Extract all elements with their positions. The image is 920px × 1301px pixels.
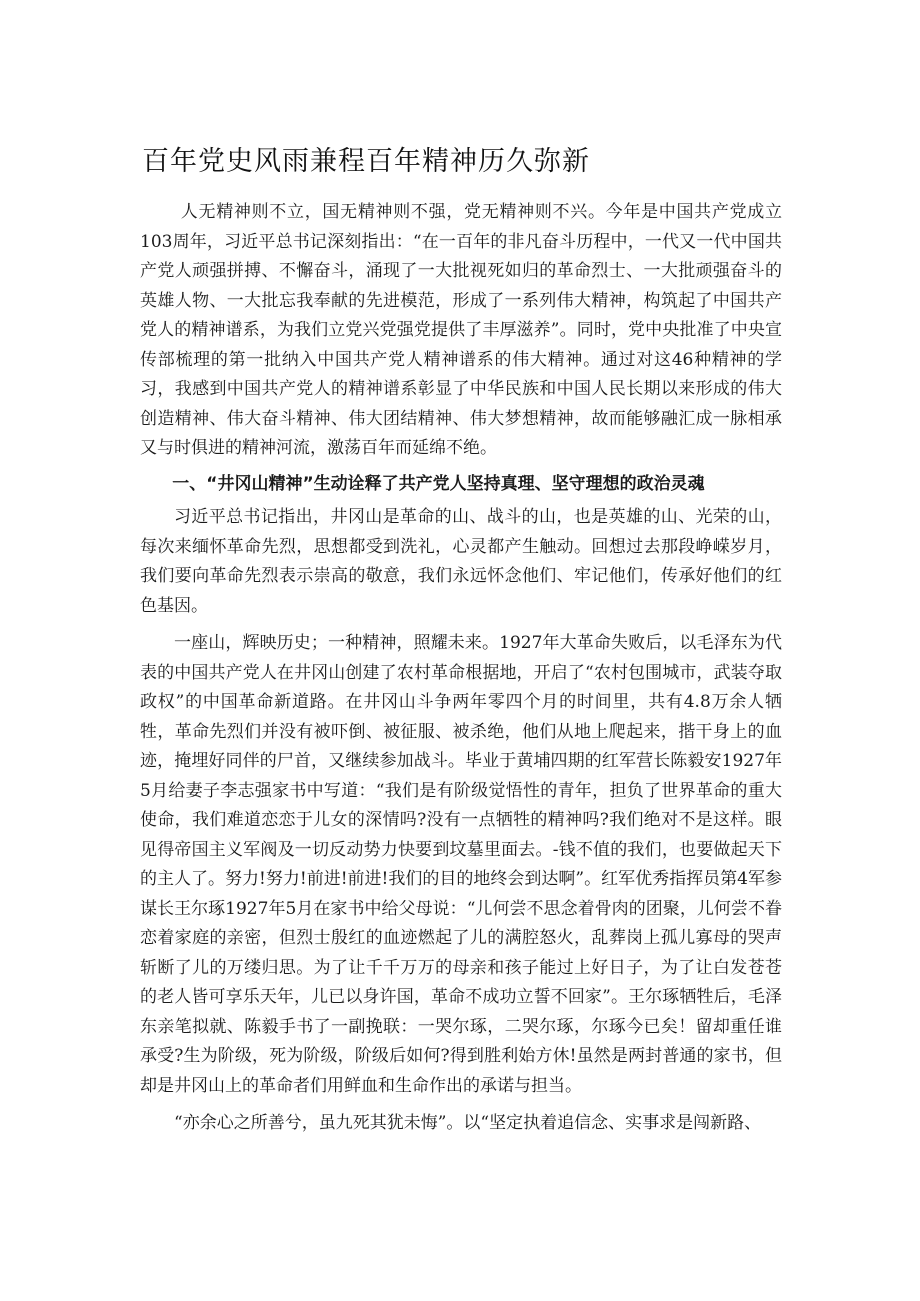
document-title: 百年党史风雨兼程百年精神历久弥新 [142,146,590,177]
body-paragraph: 一座山，辉映历史；一种精神，照耀未来。1927年大革命失败后，以毛泽东为代表的中国共产党人在井冈山创建了农村革命根据地，开启了“农村包围城市，武装夺取政权”的中国革命新道路。在井冈山斗争两年零四个月的时间里，共有4.8万余人牺牲，革命先烈们并没有被吓倒、被征服、被杀绝，他们从地上爬起来，揩干身上的血迹，掩埋好同伴的尸首，又继续参加战斗。毕业于黄埔四期的红军营长陈毅安1927年5月给妻子李志强家书中写道：“我们是有阶级觉悟性的青年，担负了世界革命的重大使命，我们难道恋恋于儿女的深情吗?没有一点牺牲的精神吗?我们绝对不是这样。眼见得帝国主义军阀及一切反动势力快要到坟墓里面去。-钱不值的我们，也要做起天下的主人了。努力!努力!前进!前进!我们的目的地终会到达啊”。红军优秀指挥员第4军参谋长王尔琢1927年5月在家书中给父母说：“儿何尝不思念着骨肉的团聚，儿何尝不眷恋着家庭的亲密，但烈士殷红的血迹燃起了儿的满腔怒火，乱葬岗上孤儿寡母的哭声斩断了儿的万缕归思。为了让千千万万的母亲和孩子能过上好日子，为了让白发苍苍的老人皆可享乐天年，儿已以身许国，革命不成功立誓不回家”。王尔琢牺牲后，毛泽东亲笔拟就、陈毅手书了一副挽联：一哭尔琢，二哭尔琢，尔琢今已矣！留却重任谁承受?生为阶级，死为阶级，阶级后如何?得到胜利始方休!虽然是两封普通的家书，但却是井冈山上的革命者们用鲜血和生命作出的承诺与担当。 [140,633,782,1096]
body-paragraph: “亦余心之所善兮，虽九死其犹未悔”。以“坚定执着追信念、实事求是闯新路、 [174,1113,762,1133]
intro-paragraph: 人无精神则不立，国无精神则不强，党无精神则不兴。今年是中国共产党成立103周年，习近平总书记深刻指出：“在一百年的非凡奋斗历程中，一代又一代中国共产党人顽强拼搏、不懈奋斗，涌现了一大批视死如归的革命烈士、一大批顽强奋斗的英雄人物、一大批忘我奉献的先进模范，形成了一系列伟大精神，构筑起了中国共产党人的精神谱系，为我们立党兴党强党提供了丰厚滋养”。同时，党中央批准了中央宣传部梳理的第一批纳入中国共产党人精神谱系的伟大精神。通过对这46种精神的学习，我感到中国共产党人的精神谱系彰显了中华民族和中国人民长期以来形成的伟大创造精神、伟大奋斗精神、伟大团结精神、伟大梦想精神，故而能够融汇成一脉相承又与时俱进的精神河流，激荡百年而延绵不绝。 [140,202,782,458]
document-body [140,198,782,1139]
body-paragraph: 习近平总书记指出，井冈山是革命的山、战斗的山，也是英雄的山、光荣的山，每次来缅怀革命先烈，思想都受到洗礼，心灵都产生触动。回想过去那段峥嵘岁月，我们要向革命先烈表示崇高的敬意，我们永远怀念他们、牢记他们，传承好他们的红色基因。 [140,507,782,616]
section-heading: 一、“井冈山精神”生动诠释了共产党人坚持真理、坚守理想的政治灵魂 [172,473,705,494]
